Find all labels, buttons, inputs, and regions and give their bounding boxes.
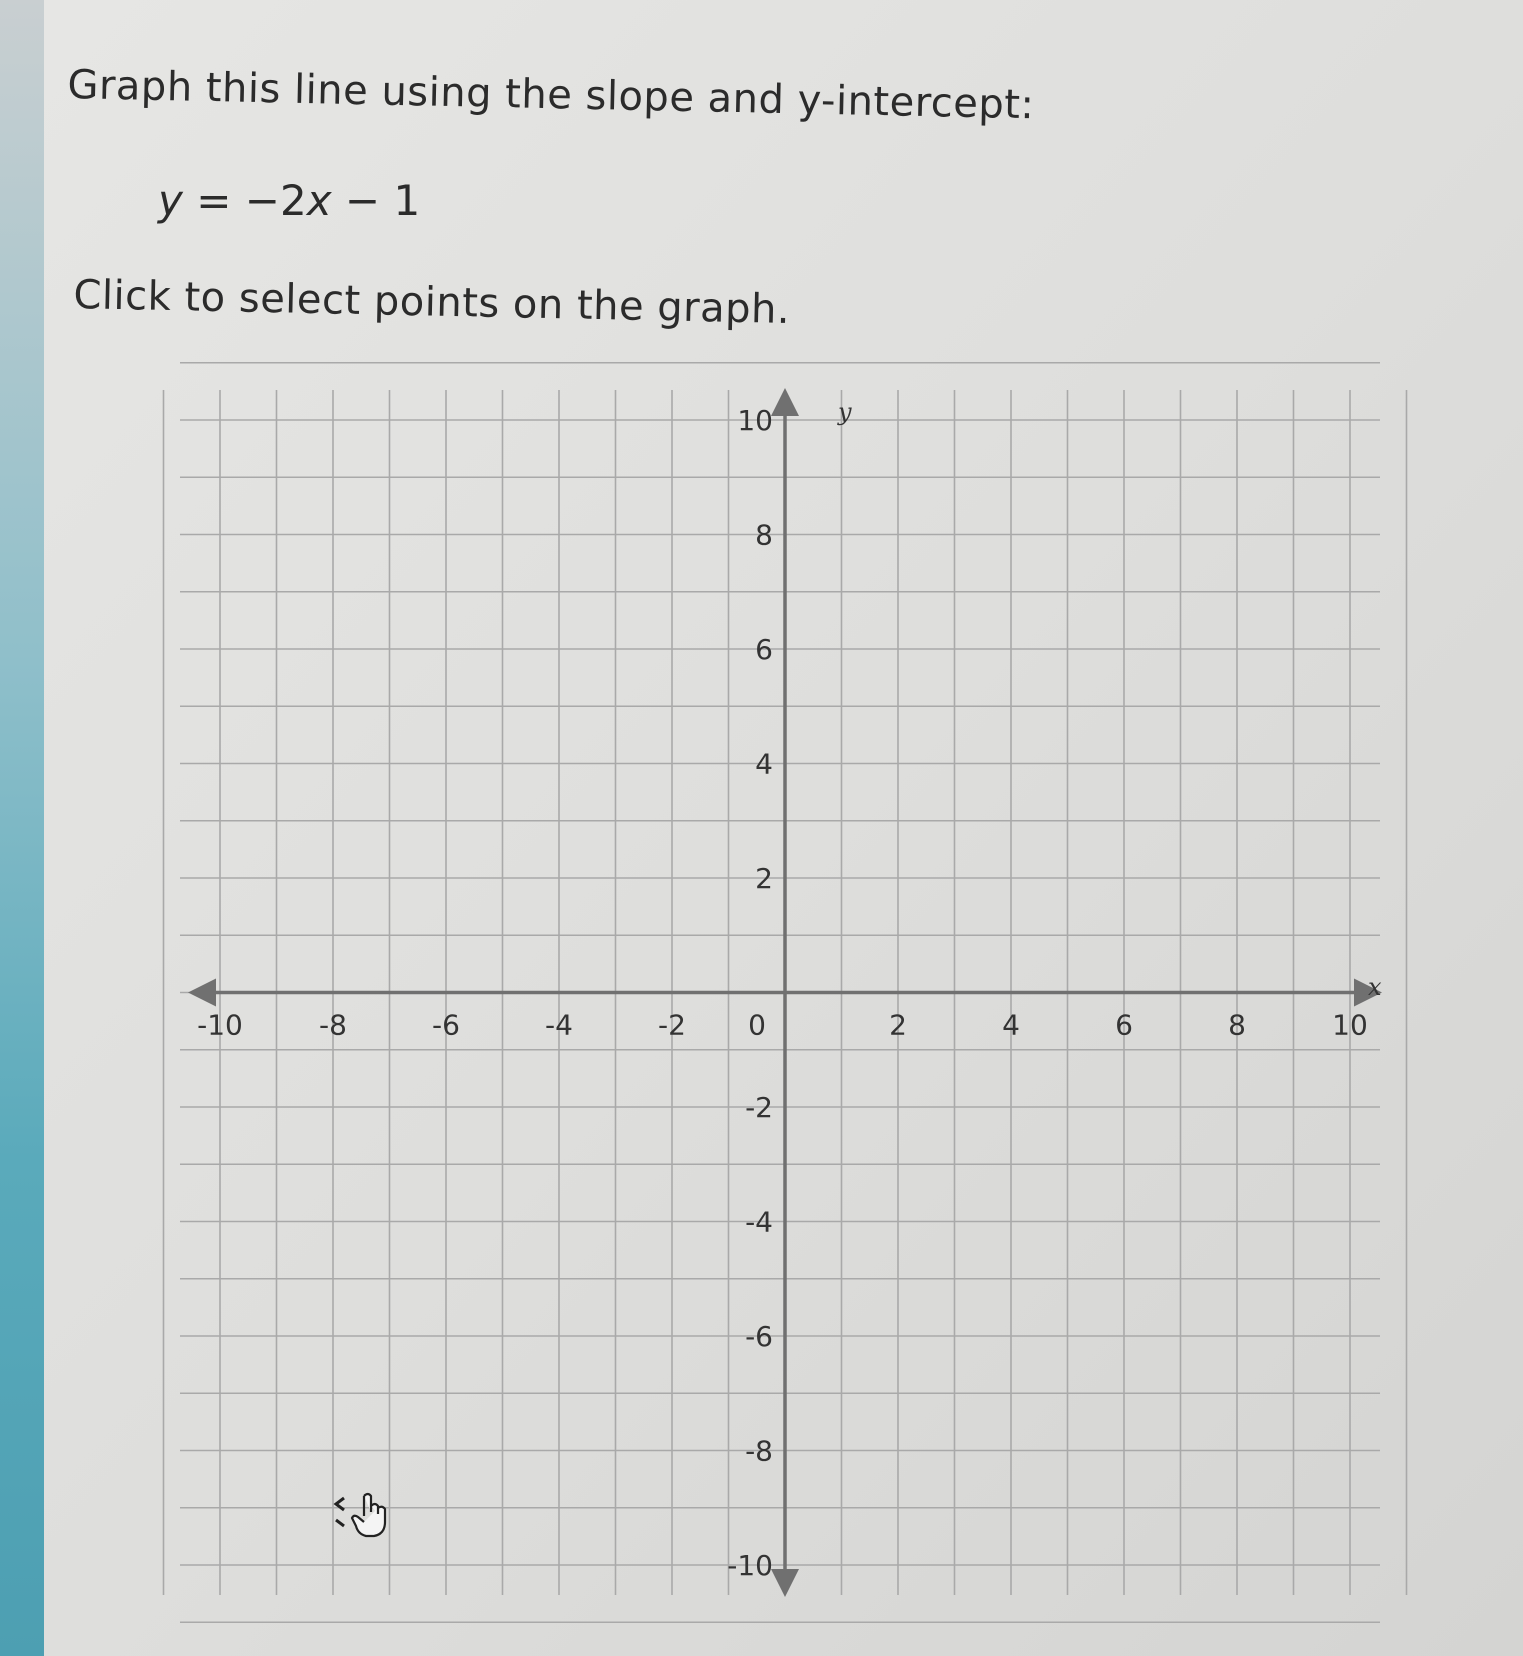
y-tick-label: -4 <box>745 1205 773 1239</box>
y-tick-label: 6 <box>755 633 773 666</box>
x-tick-label: 2 <box>889 1008 907 1042</box>
y-axis-arrow-down <box>771 1569 799 1597</box>
x-tick-label: -6 <box>432 1008 460 1042</box>
x-tick-label: -10 <box>197 1008 243 1042</box>
x-tick-label: 10 <box>1332 1008 1368 1042</box>
graph-instruction: Click to select points on the graph. <box>73 272 791 334</box>
x-tick-label: 4 <box>1002 1008 1020 1042</box>
y-axis-label: y <box>838 398 852 426</box>
hand-pointer-icon <box>336 1494 385 1536</box>
x-tick-label: 0 <box>748 1008 766 1042</box>
equation-coefficient: −2 <box>244 176 307 225</box>
equation-equals: = <box>196 176 232 225</box>
y-tick-label: 4 <box>755 747 773 781</box>
x-tick-label: -8 <box>319 1008 347 1042</box>
x-tick-label: 8 <box>1228 1008 1246 1042</box>
equation-operator: − <box>344 176 381 225</box>
y-tick-label: 8 <box>755 518 773 552</box>
x-axis-label: x <box>1368 973 1382 1001</box>
y-tick-label: -10 <box>727 1549 773 1582</box>
y-tick-label: -2 <box>745 1091 773 1124</box>
equation-constant: 1 <box>393 176 421 225</box>
equation-variable: x <box>306 176 332 225</box>
x-tick-label: 6 <box>1115 1008 1133 1042</box>
x-tick-label: -4 <box>545 1008 573 1042</box>
x-tick-label: -2 <box>658 1008 686 1042</box>
x-axis-arrow-left <box>188 979 216 1007</box>
y-tick-label: -6 <box>745 1320 773 1353</box>
y-tick-label: -8 <box>745 1434 773 1468</box>
y-tick-label: 10 <box>737 404 773 437</box>
axes <box>188 388 1382 1597</box>
equation-lhs: y <box>158 176 183 225</box>
y-tick-label: 2 <box>755 862 773 895</box>
y-axis-arrow-up <box>771 388 799 416</box>
question-prompt: Graph this line using the slope and y-intercept: <box>67 62 1035 129</box>
